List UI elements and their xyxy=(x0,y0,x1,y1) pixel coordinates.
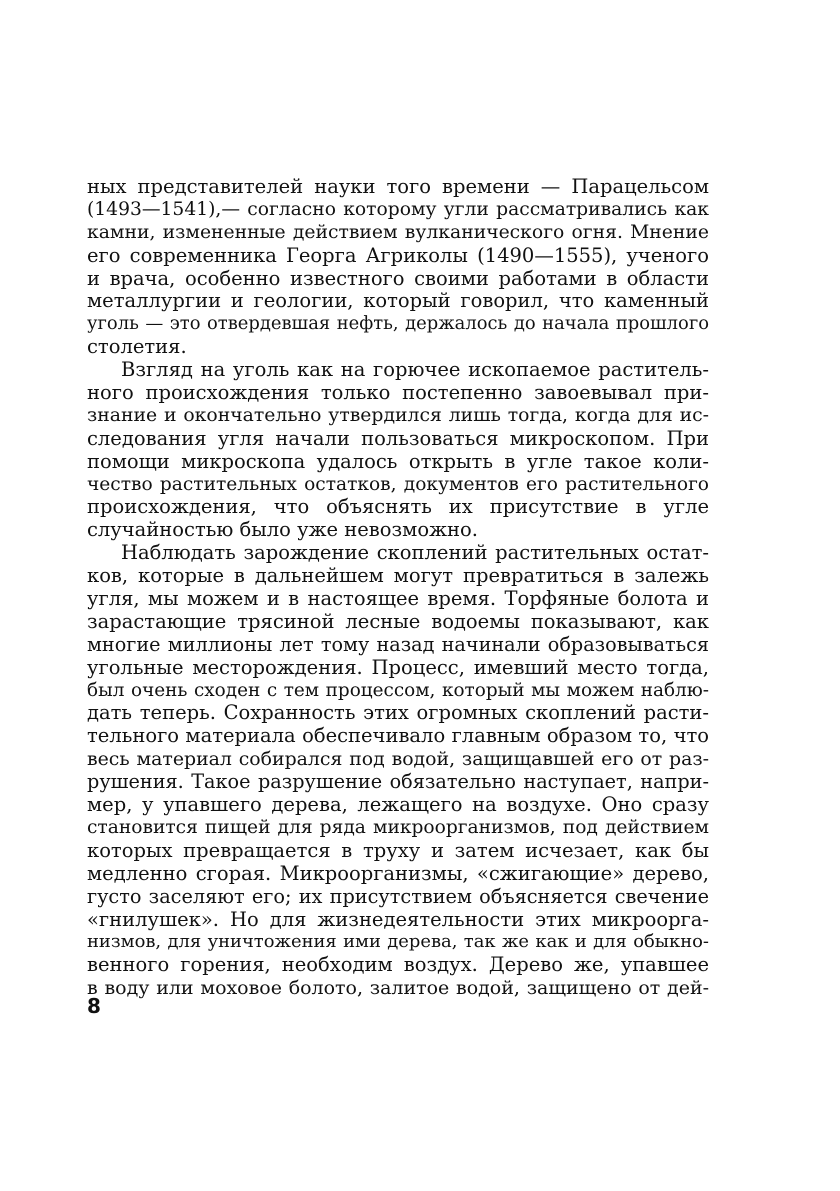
text-line: венного горения, необходим воздух. Дерево же, упавшее xyxy=(87,953,709,977)
text-line: низмов, для уничтожения ими дерева, так же как и для обыкно- xyxy=(87,931,709,953)
text-line: угольные месторождения. Процесс, имевший место тогда, xyxy=(87,655,709,679)
paragraph-start-line: Взгляд на уголь как на горючее ископаемое раститель- xyxy=(121,358,709,382)
text-line: ков, которые в дальнейшем могут превратиться в залежь xyxy=(87,564,709,588)
page-number: 8 xyxy=(87,994,101,1018)
text-line: становится пищей для ряда микроорганизмов, под действием xyxy=(87,816,709,838)
text-line: помощи микроскопа удалось открыть в угле такое коли- xyxy=(87,449,709,473)
text-line: происхождения, что объяснять их присутствие в угле xyxy=(87,495,709,519)
text-line: угля, мы можем и в настоящее время. Торфяные болота и xyxy=(87,587,709,611)
text-line: тельного материала обеспечивало главным образом то, что xyxy=(87,724,709,748)
text-line: зарастающие трясиной лесные водоемы показывают, как xyxy=(87,609,709,633)
text-line: густо заселяют его; их присутствием объясняется свечение xyxy=(87,884,709,908)
text-line: весь материал собирался под водой, защищавшей его от раз- xyxy=(87,748,709,771)
text-line: (1493—1541),— согласно которому угли рассматривались как xyxy=(87,198,709,220)
text-line: мер, у упавшего дерева, лежащего на воздухе. Оно сразу xyxy=(87,793,709,817)
text-line: чество растительных остатков, документов его растительного xyxy=(87,473,709,495)
text-line: «гнилушек». Но для жизнедеятельности этих микроорга- xyxy=(87,907,709,931)
text-line: многие миллионы лет тому назад начинали образовываться xyxy=(87,632,709,656)
text-line: был очень сходен с тем процессом, который мы можем наблю- xyxy=(87,679,709,701)
text-line: ных представителей науки того времени — Парацельсом xyxy=(87,175,709,198)
text-line: его современника Георга Агриколы (1490—1555), ученого xyxy=(87,243,709,267)
text-line: знание и окончательно утвердился лишь тогда, когда для ис- xyxy=(87,404,709,426)
text-line: дать теперь. Сохранность этих огромных скоплений расти- xyxy=(87,701,709,725)
text-line: металлургии и геологии, который говорил, что каменный xyxy=(87,289,709,313)
paragraph-start-line: Наблюдать зарождение скоплений растительных остат- xyxy=(121,541,709,565)
text-line: и врача, особенно известного своими работами в области xyxy=(87,266,709,290)
text-line: случайностью было уже невозможно. xyxy=(87,518,478,542)
body-text xyxy=(87,176,709,1000)
text-line: рушения. Такое разрушение обязательно наступает, напри- xyxy=(87,770,709,794)
text-line: столетия. xyxy=(87,335,187,359)
text-line: ного происхождения только постепенно завоевывал при- xyxy=(87,381,709,405)
text-line: которых превращается в труху и затем исчезает, как бы xyxy=(87,838,709,862)
text-line: медленно сгорая. Микроорганизмы, «сжигающие» дерево, xyxy=(87,861,709,885)
text-line: камни, измененные действием вулканического огня. Мнение xyxy=(87,221,709,243)
text-line: уголь — это отвердевшая нефть, держалось до начала прошлого xyxy=(87,313,709,335)
text-line: следования угля начали пользоваться микроскопом. При xyxy=(87,426,709,450)
text-line: в воду или моховое болото, залитое водой, защищено от дей- xyxy=(87,977,709,1000)
